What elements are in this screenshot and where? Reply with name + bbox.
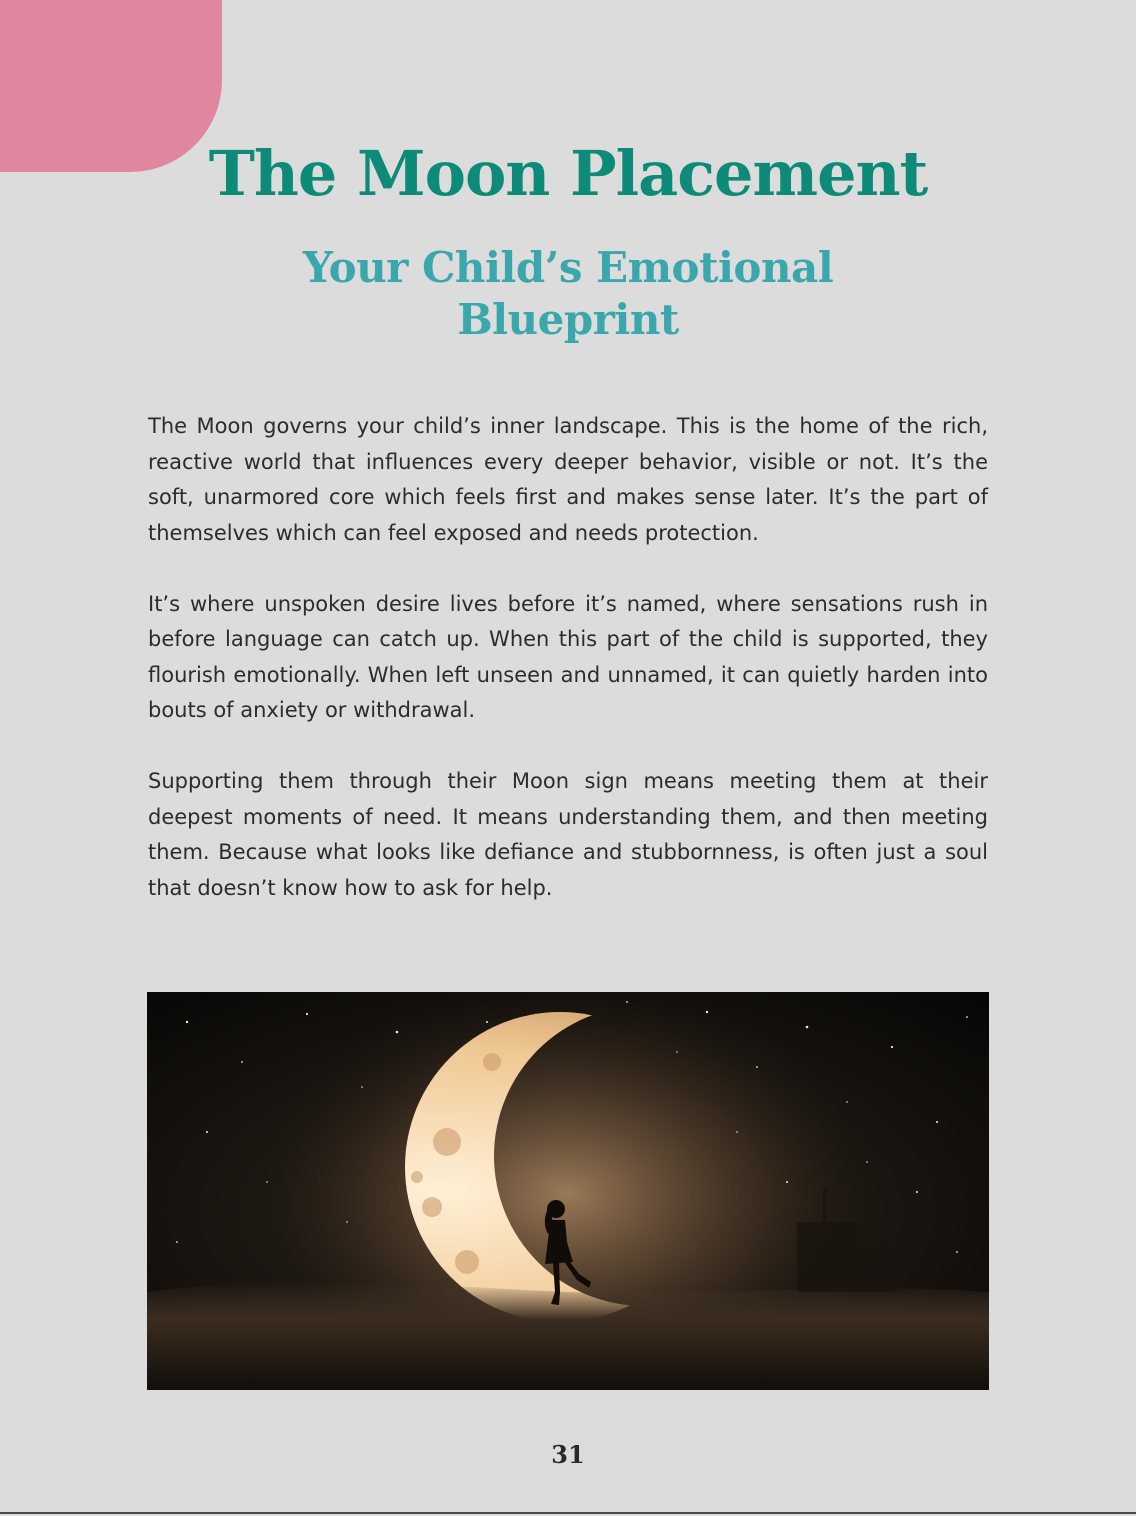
page-subtitle: Your Child’s Emotional Blueprint	[302, 243, 834, 344]
moon-illustration	[147, 992, 989, 1390]
page-number: 31	[551, 1440, 585, 1469]
page-title: The Moon Placement	[208, 137, 928, 210]
paragraph-1: The Moon governs your child’s inner landscape. This is the home of the rich, reactive world that influences every deeper behavior, visible or not. It’s the soft, unarmored core which feels first and makes sense later. It’s the part of themselves which can feel exposed and needs protection.	[148, 414, 988, 545]
paragraph-3: Supporting them through their Moon sign means meeting them at their deepest moments of need. It means understanding them, and then meeting them. Because what looks like defiance and stubbornness, is often just a soul that doesn’t know how to ask for help.	[148, 769, 988, 900]
body-text	[148, 409, 988, 942]
bottom-divider	[0, 1512, 1136, 1514]
paragraph-2: It’s where unspoken desire lives before it’s named, where sensations rush in before language can catch up. When this part of the child is supported, they flourish emotionally. When left unseen and unnamed, it can quietly harden into bouts of anxiety or withdrawal.	[148, 591, 988, 722]
